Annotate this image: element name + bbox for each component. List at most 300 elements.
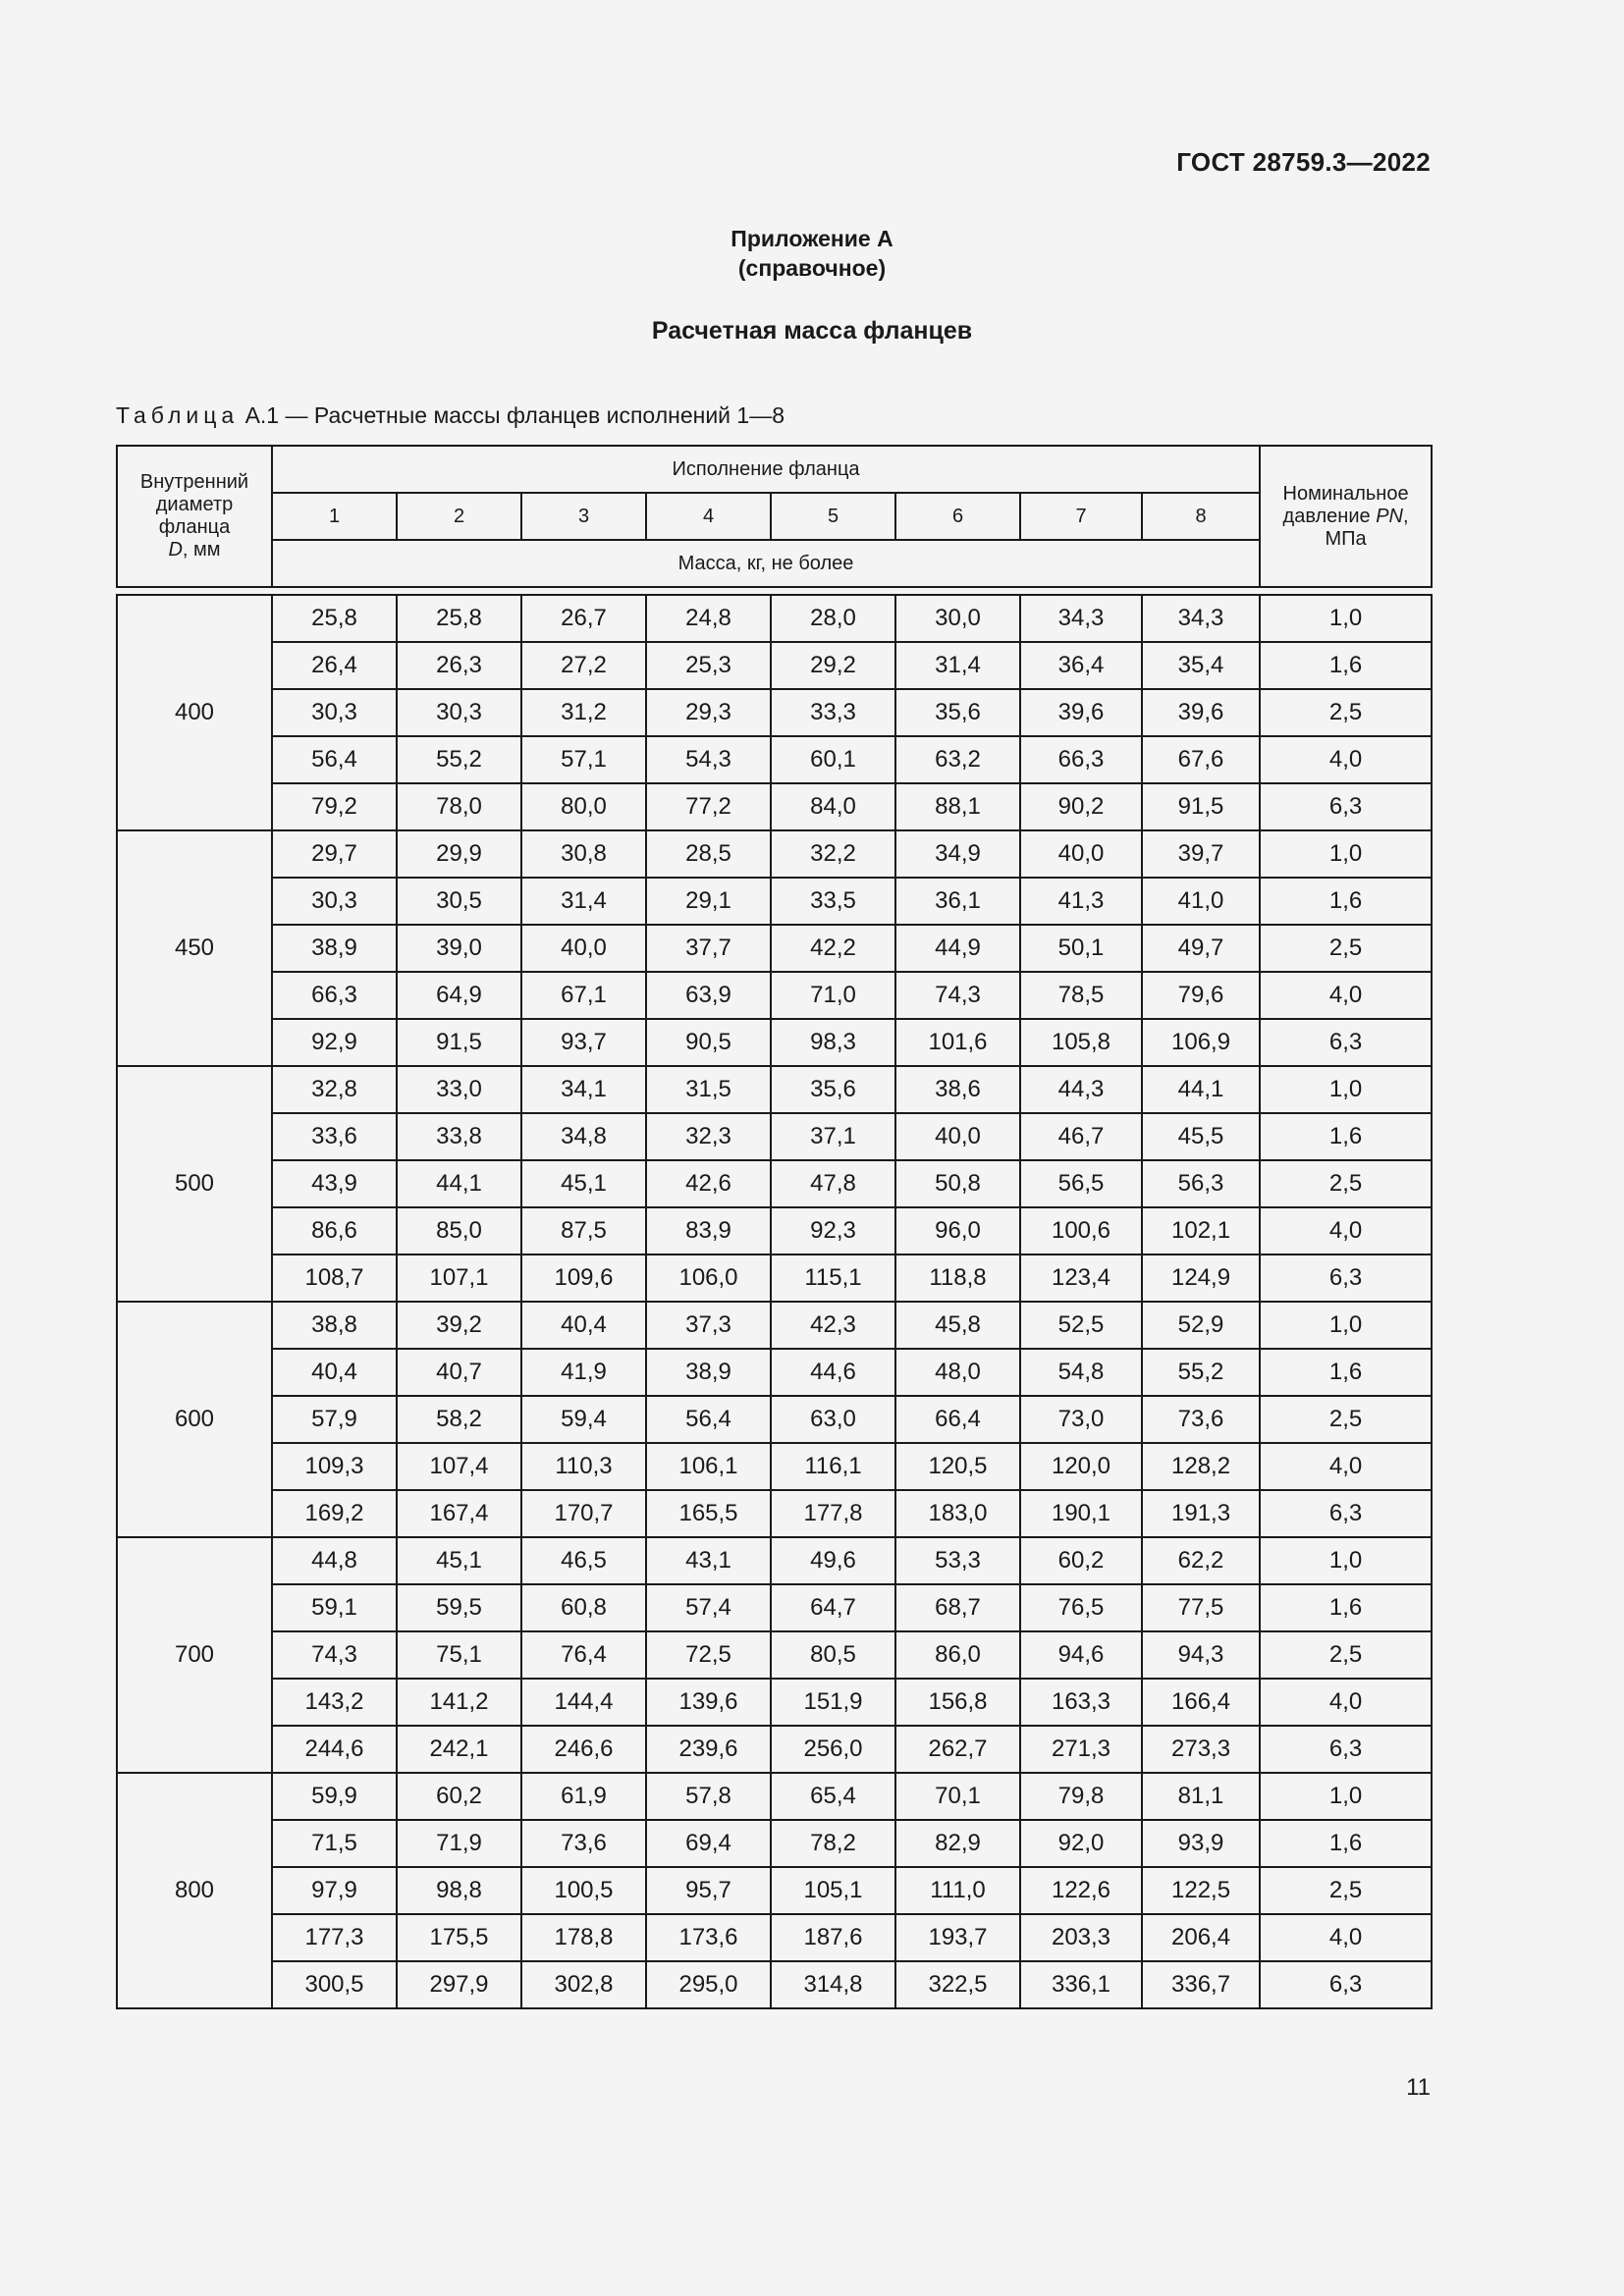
mass-cell-exec-4: 43,1 [646,1537,771,1584]
mass-cell-exec-2: 25,8 [397,595,521,642]
mass-cell-exec-2: 64,9 [397,972,521,1019]
mass-cell-exec-1: 30,3 [272,878,397,925]
table-caption-label: Таблица [116,402,240,428]
pressure-cell: 2,5 [1260,925,1432,972]
mass-cell-exec-1: 143,2 [272,1679,397,1726]
table-row [117,1113,1432,1160]
mass-cell-exec-7: 78,5 [1020,972,1142,1019]
mass-cell-exec-5: 64,7 [771,1584,895,1631]
pressure-cell: 2,5 [1260,1631,1432,1679]
mass-cell-exec-5: 78,2 [771,1820,895,1867]
pressure-cell: 1,6 [1260,1349,1432,1396]
mass-cell-exec-8: 52,9 [1142,1302,1260,1349]
mass-cell-exec-8: 62,2 [1142,1537,1260,1584]
mass-cell-exec-4: 57,8 [646,1773,771,1820]
mass-cell-exec-7: 46,7 [1020,1113,1142,1160]
diameter-cell: 800 [117,1773,272,2008]
mass-cell-exec-2: 71,9 [397,1820,521,1867]
mass-cell-exec-5: 28,0 [771,595,895,642]
mass-cell-exec-2: 39,0 [397,925,521,972]
header-pressure [1260,446,1432,587]
mass-cell-exec-4: 106,0 [646,1255,771,1302]
table-row [117,1066,1432,1113]
pressure-cell: 4,0 [1260,1914,1432,1961]
header-pressure-symbol: PN [1376,505,1403,527]
mass-cell-exec-2: 78,0 [397,783,521,830]
table-row [117,1726,1432,1773]
pressure-cell: 4,0 [1260,1443,1432,1490]
mass-cell-exec-5: 105,1 [771,1867,895,1914]
mass-cell-exec-2: 98,8 [397,1867,521,1914]
mass-cell-exec-6: 193,7 [895,1914,1020,1961]
table-caption-text: А.1 — Расчетные массы фланцев исполнений 1—8 [244,402,785,428]
mass-cell-exec-5: 92,3 [771,1207,895,1255]
pressure-cell: 6,3 [1260,1490,1432,1537]
pressure-cell: 4,0 [1260,736,1432,783]
pressure-cell: 1,6 [1260,1113,1432,1160]
mass-cell-exec-2: 30,3 [397,689,521,736]
mass-cell-exec-7: 44,3 [1020,1066,1142,1113]
mass-cell-exec-3: 246,6 [521,1726,646,1773]
mass-cell-exec-8: 128,2 [1142,1443,1260,1490]
mass-cell-exec-2: 141,2 [397,1679,521,1726]
pressure-cell: 1,6 [1260,878,1432,925]
mass-cell-exec-1: 86,6 [272,1207,397,1255]
mass-cell-exec-5: 32,2 [771,830,895,878]
mass-cell-exec-1: 38,9 [272,925,397,972]
table-row [117,595,1432,642]
pressure-cell: 2,5 [1260,1160,1432,1207]
table-row [117,1679,1432,1726]
mass-cell-exec-8: 34,3 [1142,595,1260,642]
mass-cell-exec-7: 76,5 [1020,1584,1142,1631]
mass-cell-exec-5: 42,2 [771,925,895,972]
mass-cell-exec-7: 336,1 [1020,1961,1142,2008]
mass-cell-exec-7: 92,0 [1020,1820,1142,1867]
diameter-cell: 450 [117,830,272,1066]
mass-cell-exec-3: 302,8 [521,1961,646,2008]
mass-cell-exec-3: 30,8 [521,830,646,878]
mass-cell-exec-1: 40,4 [272,1349,397,1396]
mass-cell-exec-3: 26,7 [521,595,646,642]
mass-cell-exec-3: 73,6 [521,1820,646,1867]
pressure-cell: 6,3 [1260,1961,1432,2008]
mass-cell-exec-7: 100,6 [1020,1207,1142,1255]
mass-cell-exec-2: 45,1 [397,1537,521,1584]
mass-cell-exec-7: 122,6 [1020,1867,1142,1914]
mass-cell-exec-3: 61,9 [521,1773,646,1820]
mass-cell-exec-7: 203,3 [1020,1914,1142,1961]
mass-cell-exec-8: 44,1 [1142,1066,1260,1113]
mass-cell-exec-1: 59,9 [272,1773,397,1820]
table-row [117,1584,1432,1631]
pressure-cell: 1,0 [1260,595,1432,642]
diameter-cell: 500 [117,1066,272,1302]
header-execution-8: 8 [1142,493,1260,540]
mass-cell-exec-8: 39,6 [1142,689,1260,736]
mass-cell-exec-1: 109,3 [272,1443,397,1490]
mass-cell-exec-5: 35,6 [771,1066,895,1113]
mass-cell-exec-5: 47,8 [771,1160,895,1207]
mass-cell-exec-7: 271,3 [1020,1726,1142,1773]
header-pressure-line2: давление [1282,505,1377,527]
mass-cell-exec-8: 166,4 [1142,1679,1260,1726]
pressure-cell: 4,0 [1260,972,1432,1019]
mass-cell-exec-4: 57,4 [646,1584,771,1631]
mass-cell-exec-4: 29,3 [646,689,771,736]
table-row [117,1302,1432,1349]
pressure-cell: 6,3 [1260,1726,1432,1773]
mass-cell-exec-5: 84,0 [771,783,895,830]
page-number: 11 [1406,2074,1431,2101]
table-header [117,446,1432,595]
mass-cell-exec-6: 74,3 [895,972,1020,1019]
mass-cell-exec-7: 120,0 [1020,1443,1142,1490]
mass-cell-exec-2: 85,0 [397,1207,521,1255]
mass-cell-exec-3: 93,7 [521,1019,646,1066]
mass-cell-exec-2: 107,4 [397,1443,521,1490]
mass-cell-exec-5: 80,5 [771,1631,895,1679]
mass-cell-exec-2: 55,2 [397,736,521,783]
mass-cell-exec-6: 35,6 [895,689,1020,736]
mass-cell-exec-8: 39,7 [1142,830,1260,878]
mass-cell-exec-1: 29,7 [272,830,397,878]
mass-cell-exec-6: 86,0 [895,1631,1020,1679]
mass-cell-exec-6: 30,0 [895,595,1020,642]
mass-cell-exec-3: 100,5 [521,1867,646,1914]
header-diameter-unit: , мм [182,539,221,561]
pressure-cell: 1,6 [1260,1584,1432,1631]
mass-cell-exec-8: 122,5 [1142,1867,1260,1914]
mass-cell-exec-2: 91,5 [397,1019,521,1066]
mass-cell-exec-8: 91,5 [1142,783,1260,830]
header-execution-3: 3 [521,493,646,540]
mass-cell-exec-2: 59,5 [397,1584,521,1631]
mass-cell-exec-2: 30,5 [397,878,521,925]
mass-cell-exec-3: 59,4 [521,1396,646,1443]
header-pressure-comma: , [1403,505,1409,527]
mass-cell-exec-2: 242,1 [397,1726,521,1773]
mass-cell-exec-3: 34,1 [521,1066,646,1113]
mass-cell-exec-1: 43,9 [272,1160,397,1207]
mass-cell-exec-5: 115,1 [771,1255,895,1302]
mass-cell-exec-1: 79,2 [272,783,397,830]
mass-cell-exec-1: 74,3 [272,1631,397,1679]
mass-cell-exec-1: 38,8 [272,1302,397,1349]
mass-cell-exec-6: 53,3 [895,1537,1020,1584]
header-diameter-line1: Внутренний [139,471,249,493]
mass-cell-exec-8: 93,9 [1142,1820,1260,1867]
mass-cell-exec-3: 80,0 [521,783,646,830]
table-row [117,783,1432,830]
mass-cell-exec-8: 124,9 [1142,1255,1260,1302]
pressure-cell: 1,0 [1260,830,1432,878]
mass-cell-exec-6: 118,8 [895,1255,1020,1302]
mass-cell-exec-1: 108,7 [272,1255,397,1302]
mass-cell-exec-3: 34,8 [521,1113,646,1160]
mass-cell-exec-7: 94,6 [1020,1631,1142,1679]
mass-cell-exec-2: 44,1 [397,1160,521,1207]
mass-cell-exec-4: 24,8 [646,595,771,642]
mass-cell-exec-8: 206,4 [1142,1914,1260,1961]
mass-cell-exec-5: 33,5 [771,878,895,925]
mass-cell-exec-7: 79,8 [1020,1773,1142,1820]
mass-cell-exec-3: 110,3 [521,1443,646,1490]
mass-cell-exec-1: 71,5 [272,1820,397,1867]
mass-cell-exec-3: 67,1 [521,972,646,1019]
mass-cell-exec-7: 40,0 [1020,830,1142,878]
mass-cell-exec-8: 35,4 [1142,642,1260,689]
header-pressure-unit: МПа [1325,527,1367,550]
mass-cell-exec-3: 60,8 [521,1584,646,1631]
mass-cell-exec-1: 66,3 [272,972,397,1019]
mass-cell-exec-8: 79,6 [1142,972,1260,1019]
annex-heading [0,224,1624,283]
table-row [117,1349,1432,1396]
mass-cell-exec-4: 25,3 [646,642,771,689]
mass-cell-exec-4: 90,5 [646,1019,771,1066]
diameter-cell: 600 [117,1302,272,1537]
mass-cell-exec-3: 41,9 [521,1349,646,1396]
mass-cell-exec-1: 25,8 [272,595,397,642]
mass-cell-exec-1: 57,9 [272,1396,397,1443]
table-row [117,1914,1432,1961]
pressure-cell: 6,3 [1260,783,1432,830]
pressure-cell: 1,6 [1260,1820,1432,1867]
mass-cell-exec-3: 31,4 [521,878,646,925]
header-pressure-line1: Номинальное [1282,482,1409,505]
mass-cell-exec-5: 151,9 [771,1679,895,1726]
mass-cell-exec-5: 29,2 [771,642,895,689]
mass-cell-exec-5: 44,6 [771,1349,895,1396]
mass-cell-exec-7: 54,8 [1020,1349,1142,1396]
mass-cell-exec-1: 56,4 [272,736,397,783]
mass-cell-exec-7: 66,3 [1020,736,1142,783]
mass-cell-exec-1: 26,4 [272,642,397,689]
table-row [117,925,1432,972]
header-execution-2: 2 [397,493,521,540]
mass-cell-exec-5: 60,1 [771,736,895,783]
table-row [117,689,1432,736]
mass-cell-exec-5: 42,3 [771,1302,895,1349]
mass-cell-exec-8: 45,5 [1142,1113,1260,1160]
mass-cell-exec-3: 40,4 [521,1302,646,1349]
mass-cell-exec-3: 27,2 [521,642,646,689]
mass-cell-exec-6: 101,6 [895,1019,1020,1066]
header-execution-7: 7 [1020,493,1142,540]
mass-cell-exec-1: 244,6 [272,1726,397,1773]
mass-cell-exec-5: 256,0 [771,1726,895,1773]
mass-cell-exec-5: 116,1 [771,1443,895,1490]
mass-cell-exec-8: 102,1 [1142,1207,1260,1255]
pressure-cell: 2,5 [1260,689,1432,736]
mass-cell-exec-3: 87,5 [521,1207,646,1255]
table-caption [116,402,785,429]
mass-cell-exec-4: 72,5 [646,1631,771,1679]
pressure-cell: 1,0 [1260,1066,1432,1113]
mass-cell-exec-6: 50,8 [895,1160,1020,1207]
mass-cell-exec-5: 33,3 [771,689,895,736]
pressure-cell: 6,3 [1260,1255,1432,1302]
mass-cell-exec-4: 63,9 [646,972,771,1019]
mass-cell-exec-7: 34,3 [1020,595,1142,642]
table-row [117,1443,1432,1490]
mass-cell-exec-6: 82,9 [895,1820,1020,1867]
mass-cell-exec-8: 191,3 [1142,1490,1260,1537]
mass-cell-exec-2: 29,9 [397,830,521,878]
pressure-cell: 2,5 [1260,1396,1432,1443]
mass-cell-exec-1: 169,2 [272,1490,397,1537]
mass-cell-exec-2: 60,2 [397,1773,521,1820]
mass-cell-exec-8: 55,2 [1142,1349,1260,1396]
mass-cell-exec-5: 63,0 [771,1396,895,1443]
mass-cell-exec-5: 71,0 [771,972,895,1019]
mass-cell-exec-8: 336,7 [1142,1961,1260,2008]
mass-cell-exec-3: 109,6 [521,1255,646,1302]
annex-type: (справочное) [737,255,887,281]
table-row [117,642,1432,689]
header-execution-4: 4 [646,493,771,540]
mass-cell-exec-5: 177,8 [771,1490,895,1537]
mass-cell-exec-6: 120,5 [895,1443,1020,1490]
mass-cell-exec-3: 40,0 [521,925,646,972]
header-execution-1: 1 [272,493,397,540]
mass-cell-exec-7: 123,4 [1020,1255,1142,1302]
mass-cell-exec-8: 56,3 [1142,1160,1260,1207]
mass-cell-exec-8: 273,3 [1142,1726,1260,1773]
table-body [117,595,1432,2008]
table-row [117,736,1432,783]
table-row [117,830,1432,878]
mass-cell-exec-4: 37,7 [646,925,771,972]
mass-cell-exec-4: 31,5 [646,1066,771,1113]
mass-cell-exec-1: 97,9 [272,1867,397,1914]
mass-cell-exec-4: 77,2 [646,783,771,830]
mass-cell-exec-8: 94,3 [1142,1631,1260,1679]
mass-cell-exec-6: 262,7 [895,1726,1020,1773]
mass-cell-exec-8: 49,7 [1142,925,1260,972]
mass-cell-exec-7: 163,3 [1020,1679,1142,1726]
mass-cell-exec-8: 41,0 [1142,878,1260,925]
header-diameter-line3: фланца [158,516,231,538]
mass-cell-exec-7: 39,6 [1020,689,1142,736]
mass-cell-exec-4: 69,4 [646,1820,771,1867]
annex-label: Приложение А [731,226,893,251]
mass-cell-exec-3: 178,8 [521,1914,646,1961]
header-diameter [117,446,272,587]
header-mass: Масса, кг, не более [272,540,1260,587]
pressure-cell: 1,0 [1260,1773,1432,1820]
diameter-cell: 700 [117,1537,272,1773]
header-execution-6: 6 [895,493,1020,540]
mass-cell-exec-1: 92,9 [272,1019,397,1066]
mass-cell-exec-8: 67,6 [1142,736,1260,783]
mass-cell-exec-1: 300,5 [272,1961,397,2008]
mass-cell-exec-7: 190,1 [1020,1490,1142,1537]
mass-cell-exec-8: 106,9 [1142,1019,1260,1066]
mass-cell-exec-4: 106,1 [646,1443,771,1490]
mass-cell-exec-4: 42,6 [646,1160,771,1207]
mass-cell-exec-7: 41,3 [1020,878,1142,925]
mass-cell-exec-4: 173,6 [646,1914,771,1961]
mass-cell-exec-6: 322,5 [895,1961,1020,2008]
mass-cell-exec-5: 65,4 [771,1773,895,1820]
mass-cell-exec-6: 63,2 [895,736,1020,783]
mass-cell-exec-6: 48,0 [895,1349,1020,1396]
mass-cell-exec-2: 107,1 [397,1255,521,1302]
mass-cell-exec-1: 59,1 [272,1584,397,1631]
mass-cell-exec-6: 45,8 [895,1302,1020,1349]
mass-cell-exec-5: 98,3 [771,1019,895,1066]
mass-cell-exec-6: 44,9 [895,925,1020,972]
pressure-cell: 1,0 [1260,1302,1432,1349]
header-execution: Исполнение фланца [272,446,1260,493]
mass-cell-exec-7: 50,1 [1020,925,1142,972]
mass-cell-exec-4: 28,5 [646,830,771,878]
mass-cell-exec-4: 37,3 [646,1302,771,1349]
mass-cell-exec-5: 37,1 [771,1113,895,1160]
mass-cell-exec-4: 54,3 [646,736,771,783]
mass-cell-exec-7: 105,8 [1020,1019,1142,1066]
diameter-cell: 400 [117,595,272,830]
mass-cell-exec-6: 111,0 [895,1867,1020,1914]
mass-cell-exec-7: 90,2 [1020,783,1142,830]
mass-cell-exec-3: 144,4 [521,1679,646,1726]
section-title: Расчетная масса фланцев [651,317,973,345]
mass-cell-exec-6: 183,0 [895,1490,1020,1537]
header-execution-5: 5 [771,493,895,540]
mass-cell-exec-4: 165,5 [646,1490,771,1537]
mass-cell-exec-7: 56,5 [1020,1160,1142,1207]
mass-cell-exec-6: 96,0 [895,1207,1020,1255]
table-row [117,972,1432,1019]
mass-cell-exec-2: 175,5 [397,1914,521,1961]
mass-cell-exec-4: 139,6 [646,1679,771,1726]
mass-cell-exec-8: 77,5 [1142,1584,1260,1631]
mass-cell-exec-3: 45,1 [521,1160,646,1207]
table-row [117,1961,1432,2008]
mass-cell-exec-6: 70,1 [895,1773,1020,1820]
pressure-cell: 1,0 [1260,1537,1432,1584]
mass-cell-exec-5: 187,6 [771,1914,895,1961]
mass-cell-exec-6: 66,4 [895,1396,1020,1443]
table-row [117,1019,1432,1066]
table-row [117,1867,1432,1914]
mass-cell-exec-2: 167,4 [397,1490,521,1537]
mass-cell-exec-7: 52,5 [1020,1302,1142,1349]
pressure-cell: 1,6 [1260,642,1432,689]
table-row [117,1396,1432,1443]
mass-cell-exec-3: 31,2 [521,689,646,736]
table-row [117,1255,1432,1302]
mass-cell-exec-5: 49,6 [771,1537,895,1584]
mass-cell-exec-2: 297,9 [397,1961,521,2008]
mass-cell-exec-4: 95,7 [646,1867,771,1914]
mass-cell-exec-6: 36,1 [895,878,1020,925]
table-row [117,1490,1432,1537]
mass-cell-exec-3: 170,7 [521,1490,646,1537]
mass-cell-exec-2: 40,7 [397,1349,521,1396]
table-row [117,1773,1432,1820]
mass-cell-exec-8: 81,1 [1142,1773,1260,1820]
mass-cell-exec-6: 38,6 [895,1066,1020,1113]
pressure-cell: 2,5 [1260,1867,1432,1914]
table-row [117,1160,1432,1207]
mass-cell-exec-3: 57,1 [521,736,646,783]
mass-cell-exec-6: 88,1 [895,783,1020,830]
mass-cell-exec-6: 31,4 [895,642,1020,689]
table-row [117,1631,1432,1679]
